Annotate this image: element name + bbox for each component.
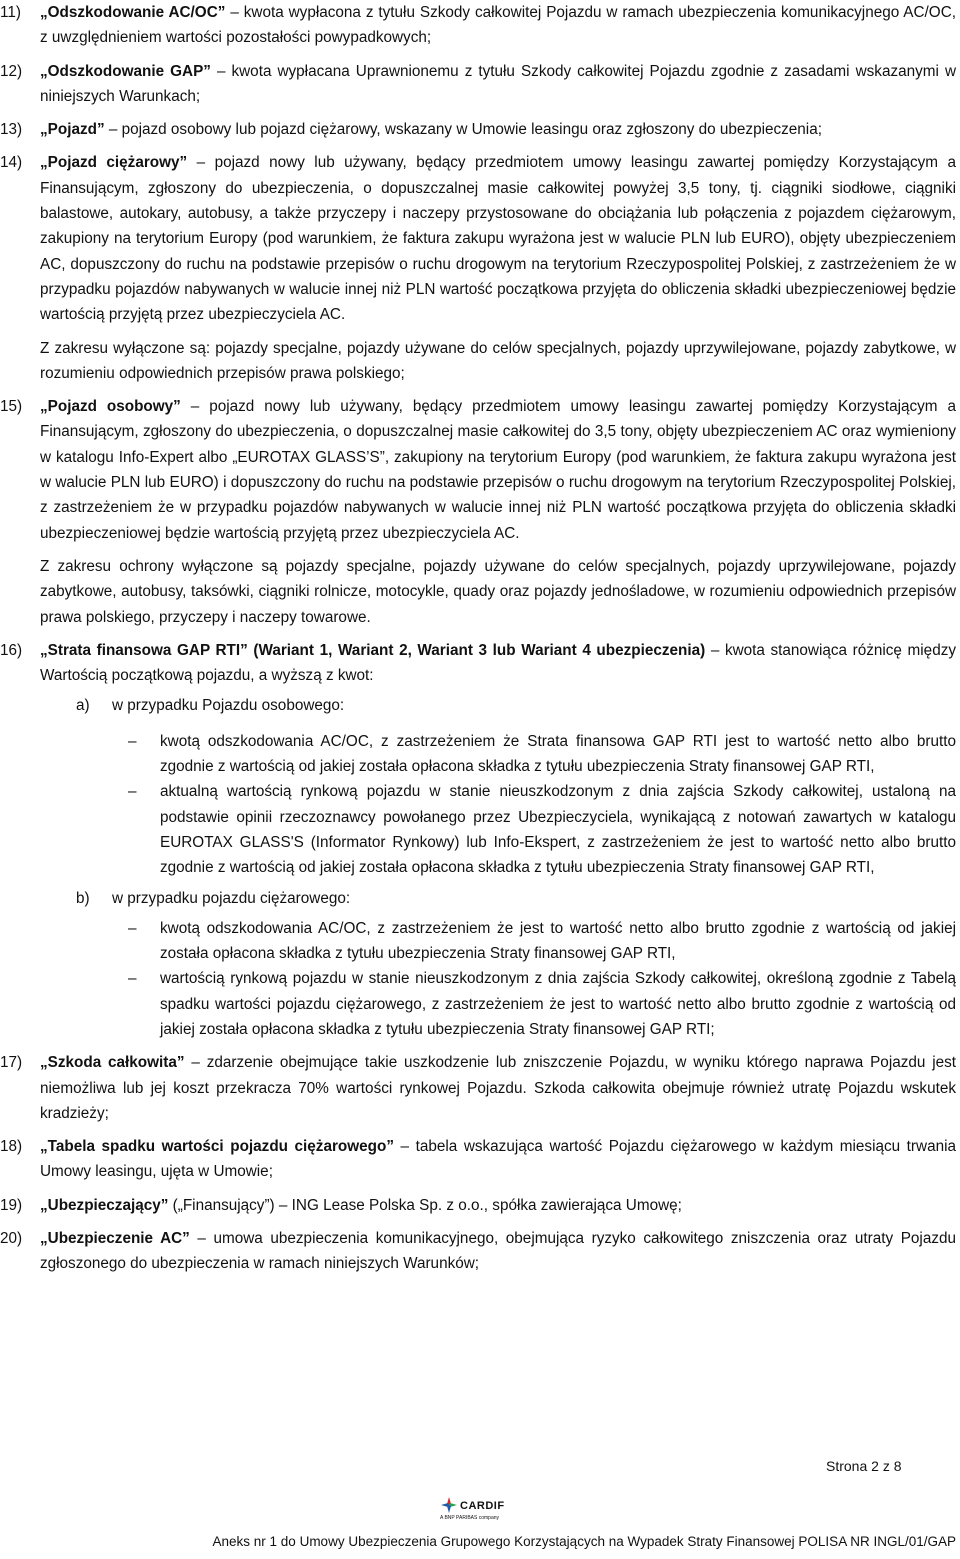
term: „Pojazd ciężarowy” xyxy=(40,154,188,172)
dash-item xyxy=(128,966,956,1042)
item-number: 19) xyxy=(0,1196,23,1214)
dash-bullet: – xyxy=(128,783,137,801)
definition-text: – pojazd nowy lub używany, będący przedmiotem umowy leasingu zawartej pomiędzy Korzystającym a Finansującym, zgłoszony do ubezpieczenia, o dopuszczalnej masie całkowitej powyżej 3,5 tony, tj. ciągniki siodłowe, ciągniki balastowe, autokary, autobusy, a także przyczepy i naczepy przystosowane do obciążania lub połączenia z pojazdem ciężarowym, zakupiony na terytorium Europy (pod warunkiem, że faktura zakupu wyrażona jest w walucie PLN lub EURO), objęty ubezpieczeniem AC, dopuszczony do ruchu na podstawie przepisów o ruchu drogowym na terytorium Rzeczypospolitej Polskiej, z zastrzeżeniem że w przypadku pojazdów nabywanych w walucie innej niż PLN wartość początkowa przyjęta do obliczenia składki ubezpieczeniowej będzie wartością przyjętą przez ubezpieczyciela AC. xyxy=(40,154,957,324)
dash-item xyxy=(128,779,956,880)
dash-bullet: – xyxy=(128,919,137,937)
definition-text: – pojazd nowy lub używany, będący przedmiotem umowy leasingu zawartej pomiędzy Korzystającym a Finansującym, zgłoszony do ubezpieczenia, o dopuszczalnej masie całkowitej do 3,5 tony, objęty ubezpieczeniem AC oraz wymieniony w katalogu Info-Expert albo „EUROTAX GLASS’S”, zakupiony na terytorium Europy (pod warunkiem, że faktura zakupu wyrażona jest w walucie PLN lub EURO) i dopuszczony do ruchu na podstawie przepisów o ruchu drogowym na terytorium Rzeczypospolitej Polskiej, z zastrzeżeniem że w przypadku pojazdów nabywanych w walucie innej niż PLN wartość początkowa przyjęta do obliczenia składki ubezpieczeniowej będzie wartością przyjętą przez ubezpieczyciela AC. xyxy=(40,398,956,542)
sub-item-text: w przypadku Pojazdu osobowego: xyxy=(112,697,345,715)
definition-20 xyxy=(0,1226,956,1277)
sub-item-label: b) xyxy=(76,889,90,907)
item-number: 15) xyxy=(0,398,23,416)
definition-16 xyxy=(0,638,956,689)
dash-text: wartością rynkową pojazdu w stanie nieuszkodzonym z dnia zajścia Szkody całkowitej, określoną zgodnie z Tabelą spadku wartości pojazdu ciężarowego, z zastrzeżeniem że jest to wartość netto albo brutto zgodnie z wartością od jakiej została opłacona składka z tytułu ubezpieczenia Straty finansowej GAP RTI; xyxy=(160,970,956,1038)
definition-text: – tabela wskazująca wartość Pojazdu ciężarowego w każdym miesiącu trwania Umowy leasingu, ujęta w Umowie; xyxy=(40,1138,956,1181)
definition-13 xyxy=(0,117,956,142)
term: „Odszkodowanie AC/OC” xyxy=(40,4,226,21)
definition-17 xyxy=(0,1050,956,1126)
item-number: 17) xyxy=(0,1054,23,1072)
term: „Ubezpieczający” xyxy=(40,1196,169,1214)
definition-text: – umowa ubezpieczenia komunikacyjnego, obejmująca ryzyko całkowitego zniszczenia oraz utraty Pojazdu zgłoszonego do ubezpieczenia w ramach niniejszych Warunków; xyxy=(40,1230,956,1273)
logo-tagline: A BNP PARIBAS company xyxy=(440,1515,500,1521)
term: „Strata finansowa GAP RTI” (Wariant 1, Wariant 2, Wariant 3 lub Wariant 4 ubezpieczenia) xyxy=(40,641,706,659)
term: „Pojazd” xyxy=(40,121,105,139)
definition-14 xyxy=(0,150,956,327)
dash-item xyxy=(128,729,956,780)
item-number: 11) xyxy=(0,4,21,21)
definition-text: („Finansujący”) – ING Lease Polska Sp. z o.o., spółka zawierająca Umowę; xyxy=(168,1196,682,1214)
dash-item xyxy=(128,916,956,967)
definition-15 xyxy=(0,394,956,546)
cardif-star-icon xyxy=(440,1496,458,1514)
definition-text: – kwota wypłacona z tytułu Szkody całkowitej Pojazdu w ramach ubezpieczenia komunikacyjnego AC/OC, z uwzględnieniem wartości pozostałości powypadkowych; xyxy=(40,4,956,47)
item-number: 13) xyxy=(0,121,23,139)
exclusion-note-14: Z zakresu wyłączone są: pojazdy specjalne, pojazdy używane do celów specjalnych, pojazdy uprzywilejowane, pojazdy zabytkowe, w rozumieniu odpowiednich przepisów prawa polskiego; xyxy=(40,339,956,382)
item-number: 16) xyxy=(0,641,23,659)
definition-text: – kwota stanowiąca różnicę między Wartością początkową pojazdu, a wyższą z kwot: xyxy=(40,641,956,685)
dash-text: aktualną wartością rynkową pojazdu w stanie nieuszkodzonym z dnia zajścia Szkody całkowitej, ustaloną na podstawie opinii rzeczoznawcy powołanego przez Ubezpieczyciela, wynikającą z notowań zawartych w katalogu EUROTAX GLASS'S (Informator Rynkowy) lub Info-Ekspert, z zastrzeżeniem że jest to wartość netto albo brutto zgodnie z wartością od jakiej została opłacona składka z tytułu ubezpieczenia Straty finansowej GAP RTI, xyxy=(160,783,956,877)
exclusion-note-15: Z zakresu ochrony wyłączone są pojazdy specjalne, pojazdy używane do celów specjalnych, pojazdy uprzywilejowane, pojazdy zabytkowe, autobusy, taksówki, ciągniki rolnicze, motocykle, quady oraz pojazdy jednośladowe, w rozumieniu odpowiednich przepisów prawa polskiego, przyczepy i naczepy towarowe. xyxy=(40,557,956,626)
definition-11 xyxy=(0,0,956,51)
term: „Pojazd osobowy” xyxy=(40,398,181,416)
item-number: 14) xyxy=(0,154,23,172)
dash-text: kwotą odszkodowania AC/OC, z zastrzeżeniem że jest to wartość netto albo brutto zgodnie z wartością od jakiej została opłacona składka z tytułu ubezpieczenia Straty finansowej GAP RTI, xyxy=(160,919,956,963)
page-number: Strona 2 z 8 xyxy=(826,1458,902,1474)
definition-19 xyxy=(0,1193,956,1218)
definition-12 xyxy=(0,59,956,110)
sub-item-a xyxy=(76,693,956,880)
term: „Odszkodowanie GAP” xyxy=(40,62,211,80)
item-number: 20) xyxy=(0,1230,23,1248)
term: „Szkoda całkowita” xyxy=(40,1054,185,1072)
footer-text: Aneks nr 1 do Umowy Ubezpieczenia Grupowego Korzystających na Wypadek Straty Finansowej POLISA NR INGL/01/GAP xyxy=(212,1534,956,1549)
term: „Tabela spadku wartości pojazdu ciężarowego” xyxy=(40,1138,395,1156)
sub-item-text: w przypadku pojazdu ciężarowego: xyxy=(112,889,351,907)
item-number: 18) xyxy=(0,1138,23,1156)
logo-name: CARDIF xyxy=(460,1500,505,1512)
definition-text: – zdarzenie obejmujące takie uszkodzenie lub zniszczenie Pojazdu, w wyniku którego naprawa Pojazdu jest niemożliwa lub jej koszt przekracza 70% wartości rynkowej Pojazdu. Szkoda całkowita obejmuje również utratę Pojazdu wskutek kradzieży; xyxy=(40,1054,957,1122)
dash-bullet: – xyxy=(128,970,137,988)
sub-item-label: a) xyxy=(76,697,90,715)
definition-18 xyxy=(0,1134,956,1185)
definition-text: – pojazd osobowy lub pojazd ciężarowy, wskazany w Umowie leasingu oraz zgłoszony do ubezpieczenia; xyxy=(104,121,822,139)
term: „Ubezpieczenie AC” xyxy=(40,1230,190,1248)
sub-item-b xyxy=(76,886,956,1043)
dash-bullet: – xyxy=(128,732,137,750)
definition-text: – kwota wypłacana Uprawnionemu z tytułu Szkody całkowitej Pojazdu zgodnie z zasadami wskazanymi w niniejszych Warunkach; xyxy=(40,62,956,105)
dash-text: kwotą odszkodowania AC/OC, z zastrzeżeniem że Strata finansowa GAP RTI jest to wartość netto albo brutto zgodnie z wartością od jakiej została opłacona składka z tytułu ubezpieczenia Straty finansowej GAP RTI, xyxy=(160,732,956,776)
cardif-logo xyxy=(440,1496,505,1524)
item-number: 12) xyxy=(0,62,23,80)
